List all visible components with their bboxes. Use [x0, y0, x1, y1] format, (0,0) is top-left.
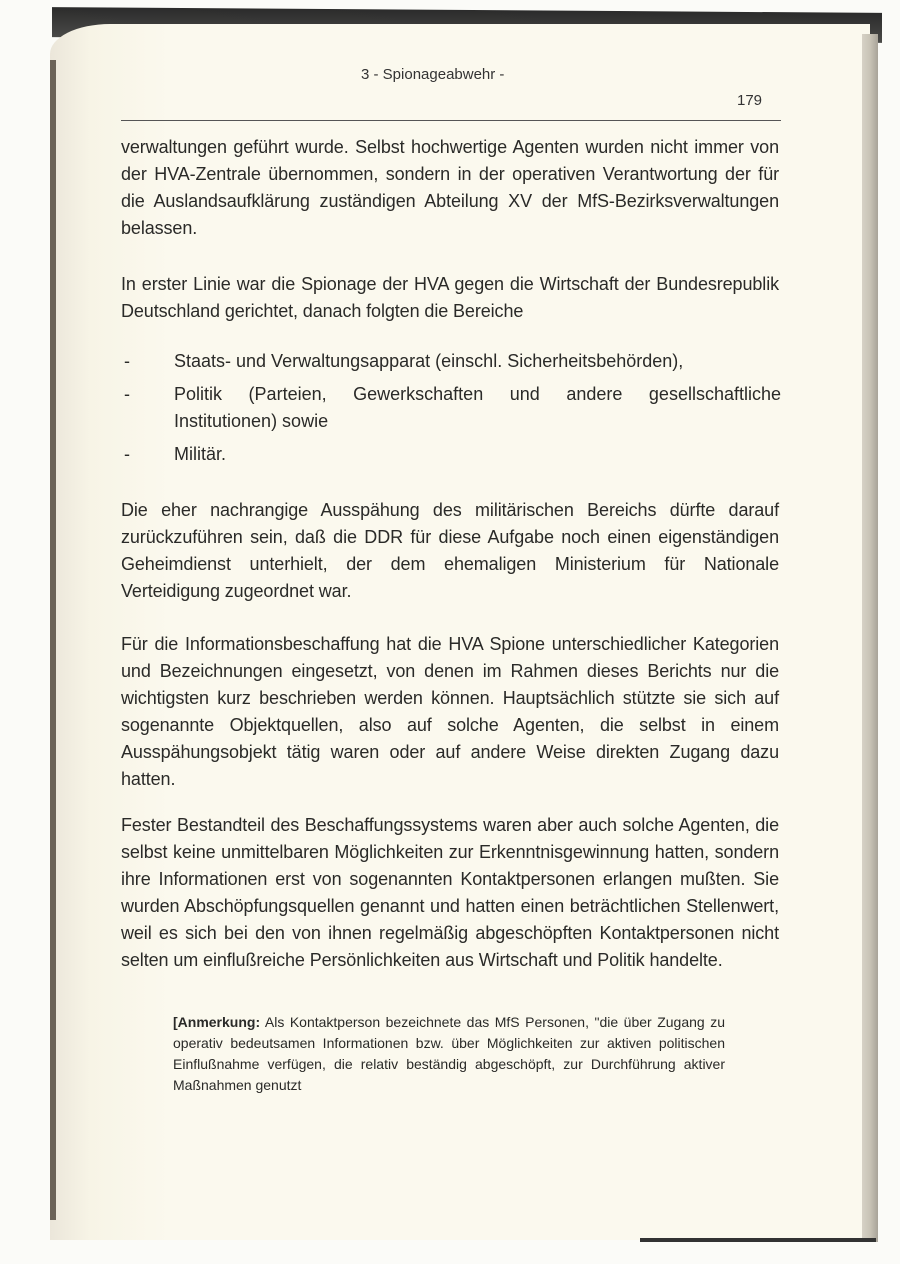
- list-item: [121, 441, 781, 468]
- page-stack-edge: [862, 34, 878, 1242]
- paragraph-3: Die eher nachrangige Ausspähung des militärischen Bereichs dürfte darauf zurückzuführen sein, daß die DDR für diese Aufgabe noch einen eigenständigen Geheimdienst unterhielt, der dem ehemaligen Ministerium für Nationale Verteidigung zugeordnet war.: [121, 500, 779, 601]
- dash-bullet: -: [124, 444, 130, 464]
- note-label: [Anmerkung:: [173, 1014, 261, 1030]
- paragraph-1: verwaltungen geführt wurde. Selbst hochwertige Agenten wurden nicht immer von der HVA-Zentrale übernommen, sondern in der operativen Verantwortung der für die Auslandsaufklärung zuständigen Abteilung XV der MfS-Bezirksverwaltungen belassen.: [121, 137, 779, 238]
- note-text: Als Kontaktperson bezeichnete das MfS Personen, "die über Zugang zu operativ bedeutsamen Informationen bzw. über Möglichkeiten zur aktiven politischen Einflußnahme verfügen, die relativ beständig abgeschöpft, zur Durchführung aktiver Maßnahmen genutzt: [173, 1014, 725, 1093]
- paragraph-2: In erster Linie war die Spionage der HVA gegen die Wirtschaft der Bundesrepublik Deutschland gerichtet, danach folgten die Bereiche: [121, 274, 779, 321]
- dash-bullet: -: [124, 351, 130, 371]
- sector-list: [121, 348, 781, 474]
- paragraph-5: Fester Bestandteil des Beschaffungssystems waren aber auch solche Agenten, die selbst keine unmittelbaren Möglichkeiten zur Erkenntnisgewinnung hatten, sondern ihre Informationen erst von sogenannten Kontaktpersonen erlangen mußten. Sie wurden Abschöpfungsquellen genannt und hatten einen beträchtlichen Stellenwert, weil es sich bei den von ihnen regelmäßig abgeschöpften Kontaktpersonen nicht selten um einflußreiche Persönlichkeiten aus Wirtschaft und Politik handelte.: [121, 815, 779, 970]
- list-item: [121, 348, 781, 375]
- list-item: [121, 381, 781, 435]
- running-header: 3 - Spionageabwehr -: [361, 66, 505, 83]
- annotation-note: [173, 1012, 725, 1096]
- header-rule: [121, 120, 781, 121]
- list-item-text: Militär.: [174, 444, 227, 464]
- page-number: 179: [737, 92, 763, 109]
- page-gutter-shadow: [50, 60, 56, 1220]
- dash-bullet: -: [124, 384, 130, 404]
- paragraph-4: Für die Informationsbeschaffung hat die HVA Spione unterschiedlicher Kategorien und Bezeichnungen eingesetzt, von denen im Rahmen dieses Berichts nur die wichtigsten kurz beschrieben werden können. Hauptsächlich stützte sie sich auf sogenannte Objektquellen, also auf solche Agenten, die selbst in einem Ausspähungsobjekt tätig waren oder auf andere Weise direkten Zugang dazu hatten.: [121, 634, 779, 789]
- list-item-text: Staats- und Verwaltungsapparat (einschl. Sicherheitsbehörden),: [174, 351, 684, 371]
- list-item-text: Politik (Parteien, Gewerkschaften und andere gesellschaftliche Institutionen) sowie: [174, 384, 781, 431]
- page-bottom-shadow: [640, 1238, 876, 1242]
